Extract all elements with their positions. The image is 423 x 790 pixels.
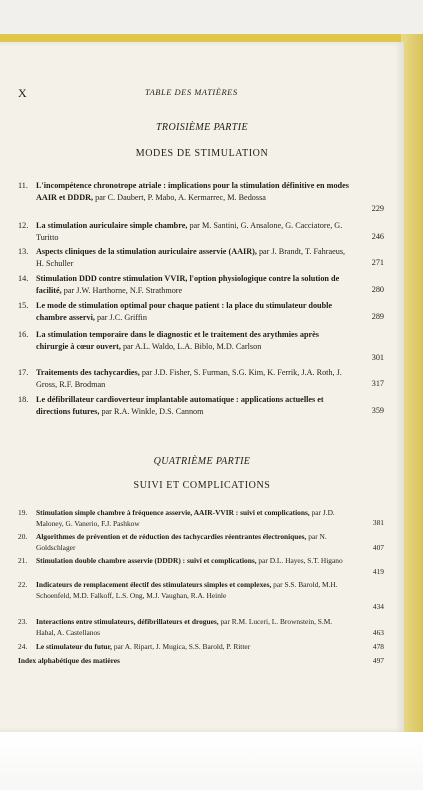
toc-entry: [18, 532, 384, 553]
entry-title: Interactions entre stimulateurs, défibrillateurs et drogues,: [36, 617, 219, 626]
entry-authors: par R.M. Luceri, L. Brownstein, S.M. Habal, A. Castellanos: [36, 617, 333, 637]
entry-title: L'incompétence chronotrope atriale : implications pour la stimulation définitive en modes AAIR et DDDR,: [36, 181, 349, 202]
book-cover-side: [401, 34, 423, 734]
entry-title: Le stimulateur du futur,: [36, 642, 112, 651]
entry-number: 17.: [18, 368, 29, 377]
entry-authors: par C. Daubert, P. Mabo, A. Kermarrec, M. Bedossa: [95, 192, 266, 202]
toc-entry: [18, 580, 384, 611]
part4-section-title: SUIVI ET COMPLICATIONS: [133, 480, 271, 491]
toc-index-entry: [18, 656, 384, 667]
entry-number: 21.: [18, 556, 28, 565]
toc-entry: [18, 508, 384, 529]
entry-page: 463: [372, 628, 384, 637]
entry-page: 229: [371, 204, 384, 213]
entry-page: 271: [371, 258, 384, 267]
part4-label: QUATRIÈME PARTIE: [153, 456, 251, 467]
entry-number: 18.: [18, 395, 29, 404]
entry-page: 434: [372, 602, 384, 611]
entry-page: 419: [372, 567, 384, 576]
entry-page: 317: [371, 379, 384, 388]
toc-entry: [18, 246, 384, 269]
entry-authors: par J. Brandt, T. Fahraeus, H. Schuller: [36, 247, 346, 268]
entry-page: 246: [371, 232, 384, 241]
entry-title: La stimulation auriculaire simple chambre,: [36, 221, 188, 230]
entry-page: 407: [372, 543, 384, 552]
entry-number: 20.: [18, 532, 28, 541]
entry-number: 11.: [18, 181, 28, 190]
entry-page: 478: [372, 642, 384, 651]
entry-authors: par J.D. Fisher, S. Furman, S.G. Kim, K. Ferrik, J.A. Roth, J. Gross, R.F. Brodman: [36, 368, 342, 389]
book-page: [0, 42, 404, 732]
entry-page: 359: [371, 406, 384, 415]
toc-entry: [18, 220, 384, 243]
entry-number: 24.: [18, 642, 28, 651]
entry-title: Indicateurs de remplacement électif des stimulateurs simples et complexes,: [36, 580, 272, 589]
page-number-roman: X: [18, 86, 28, 100]
entry-title: Traitements des tachycardies,: [36, 368, 140, 377]
entry-page: 280: [371, 285, 384, 294]
entry-page: 301: [371, 353, 384, 362]
entry-authors: par N. Goldschlager: [36, 532, 327, 552]
entry-title: Stimulation DDD contre stimulation VVIR, l'option physiologique contre la solution de facilité,: [36, 274, 340, 295]
toc-entry: [18, 556, 384, 576]
running-header: TABLE DES MATIÈRES: [145, 87, 238, 97]
entry-number: 15.: [18, 301, 29, 310]
toc-entry: [18, 367, 384, 390]
entry-title: La stimulation temporaire dans le diagnostic et le traitement des arythmies après chirurgie à cœur ouvert,: [36, 330, 319, 351]
entry-authors: par R.A. Winkle, D.S. Cannom: [101, 406, 204, 416]
entry-title: Le défibrillateur cardioverteur implantable automatique : applications actuelles et directions futures,: [36, 395, 324, 416]
entry-authors: par J.W. Harthorne, N.F. Strathmore: [63, 285, 183, 295]
entry-authors: par J.D. Maloney, G. Vanerio, F.J. Pashkow: [36, 508, 335, 528]
toc-entry: [18, 273, 384, 296]
toc-entry: [18, 300, 384, 323]
entry-title: Aspects cliniques de la stimulation auriculaire asservie (AAIR),: [36, 247, 257, 256]
toc-entry: [18, 617, 384, 638]
entry-title: Algorithmes de prévention et de réduction des tachycardies réentrantes électroniques,: [36, 532, 307, 541]
entry-page: 381: [372, 518, 384, 527]
entry-title: Stimulation double chambre asservie (DDDR) : suivi et complications,: [36, 556, 257, 565]
entry-title: Le mode de stimulation optimal pour chaque patient : la place du stimulateur double chambre asservi,: [36, 301, 333, 322]
toc-entry: [18, 180, 384, 213]
entry-number: 22.: [18, 580, 28, 589]
entry-number: 12.: [18, 221, 29, 230]
toc-entry: [18, 642, 384, 653]
entry-authors: par A. Ripart, J. Mugica, S.S. Barold, P. Ritter: [113, 642, 251, 651]
index-title: Index alphabétique des matières: [18, 656, 120, 665]
background-bottom: [0, 732, 423, 790]
entry-page: 289: [371, 312, 384, 321]
entry-number: 13.: [18, 247, 29, 256]
part3-section-title: MODES DE STIMULATION: [135, 148, 269, 159]
entry-number: 16.: [18, 330, 29, 339]
part3-label: TROISIÈME PARTIE: [155, 122, 249, 133]
entry-authors: par S.S. Barold, M.H. Schoenfeld, M.D. Falkoff, L.S. Ong, M.J. Vaughan, R.A. Heinle: [36, 580, 338, 600]
entry-authors: par A.L. Waldo, L.A. Biblo, M.D. Carlson: [122, 341, 262, 351]
entry-number: 14.: [18, 274, 29, 283]
entry-number: 23.: [18, 617, 28, 626]
entry-authors: par J.C. Griffin: [97, 312, 147, 322]
toc-entry: [18, 329, 384, 362]
entry-number: 19.: [18, 508, 28, 517]
index-page: 497: [372, 656, 384, 665]
toc-entry: [18, 394, 384, 417]
entry-title: Stimulation simple chambre à fréquence asservie, AAIR-VVIR : suivi et complications,: [36, 508, 310, 517]
entry-authors: par D.L. Hayes, S.T. Higano: [258, 556, 343, 565]
entry-authors: par M. Santini, G. Ansalone, G. Cacciatore, G. Turitto: [36, 221, 343, 242]
